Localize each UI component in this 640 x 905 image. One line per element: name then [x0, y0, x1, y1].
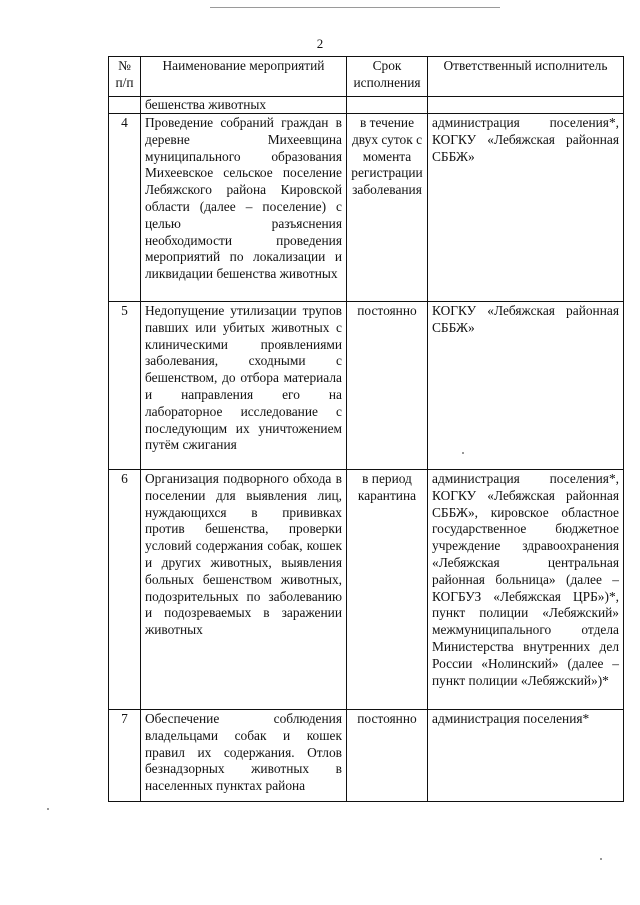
- page-number: 2: [316, 36, 324, 51]
- header-deadline: Срок исполнения: [347, 57, 428, 97]
- header-measures: Наименование мероприятий: [141, 57, 347, 97]
- header-number: № п/п: [109, 57, 141, 97]
- scan-artifact-line: [210, 7, 500, 8]
- row-responsible: администрация поселения*, КОГКУ «Лебяжская районная СББЖ», кировское областное государственное бюджетное учреждение здравоохранения «Лебяжская центральная районная больница» (далее – КОГБУЗ «Лебяжская ЦРБ»)*, пункт полиции «Лебяжский» межмуниципального отдела Министерства внутренних дел России «Нолинский» (далее –пункт полиции «Лебяжский»)*: [428, 470, 624, 710]
- row-responsible: КОГКУ «Лебяжская районная СББЖ»: [428, 302, 624, 470]
- row-number: 7: [109, 710, 141, 802]
- row-measure: Проведение собраний граждан в деревне Михеевщина муниципального образования Михеевское сельское поселение Лебяжского района Кировской области (далее – поселение) с целью разъяснения необходимости проведения мероприятий по локализации и ликвидации бешенства животных: [141, 114, 347, 302]
- table-header-row: [109, 57, 624, 97]
- scan-speck: [462, 452, 464, 454]
- row-deadline: в период карантина: [347, 470, 428, 710]
- table-row-continuation: [109, 97, 624, 114]
- row-responsible: администрация поселения*, КОГКУ «Лебяжская районная СББЖ»: [428, 114, 624, 302]
- table-row: [109, 114, 624, 302]
- table-row: [109, 302, 624, 470]
- row-deadline: в течение двух суток с момента регистрации заболевания: [347, 114, 428, 302]
- row-deadline: постоянно: [347, 710, 428, 802]
- row-number: 6: [109, 470, 141, 710]
- row-deadline: постоянно: [347, 302, 428, 470]
- scan-speck: [47, 808, 49, 810]
- table-row: [109, 710, 624, 802]
- scan-speck: [600, 858, 602, 860]
- row-measure: Обеспечение соблюдения владельцами собак и кошек правил их содержания. Отлов безнадзорных животных в населенных пунктах района: [141, 710, 347, 802]
- row-measure: Недопущение утилизации трупов павших или убитых животных с клиническими проявлениями заболевания, сходными с бешенством, до отбора материала и направления его на лабораторное исследование с последующим их уничтожением путём сжигания: [141, 302, 347, 470]
- row-measure: Организация подворного обхода в поселении для выявления лиц, нуждающихся в прививках против бешенства, проверки условий содержания собак, кошек и других животных, выявления больных бешенством животных, подозрительных по заболеванию и подозреваемых в заражении животных: [141, 470, 347, 710]
- table-row: [109, 470, 624, 710]
- row-number: 4: [109, 114, 141, 302]
- continuation-text: бешенства животных: [141, 97, 347, 114]
- measures-table: [108, 56, 624, 802]
- row-responsible: администрация поселения*: [428, 710, 624, 802]
- row-number: 5: [109, 302, 141, 470]
- header-responsible: Ответственный исполнитель: [428, 57, 624, 97]
